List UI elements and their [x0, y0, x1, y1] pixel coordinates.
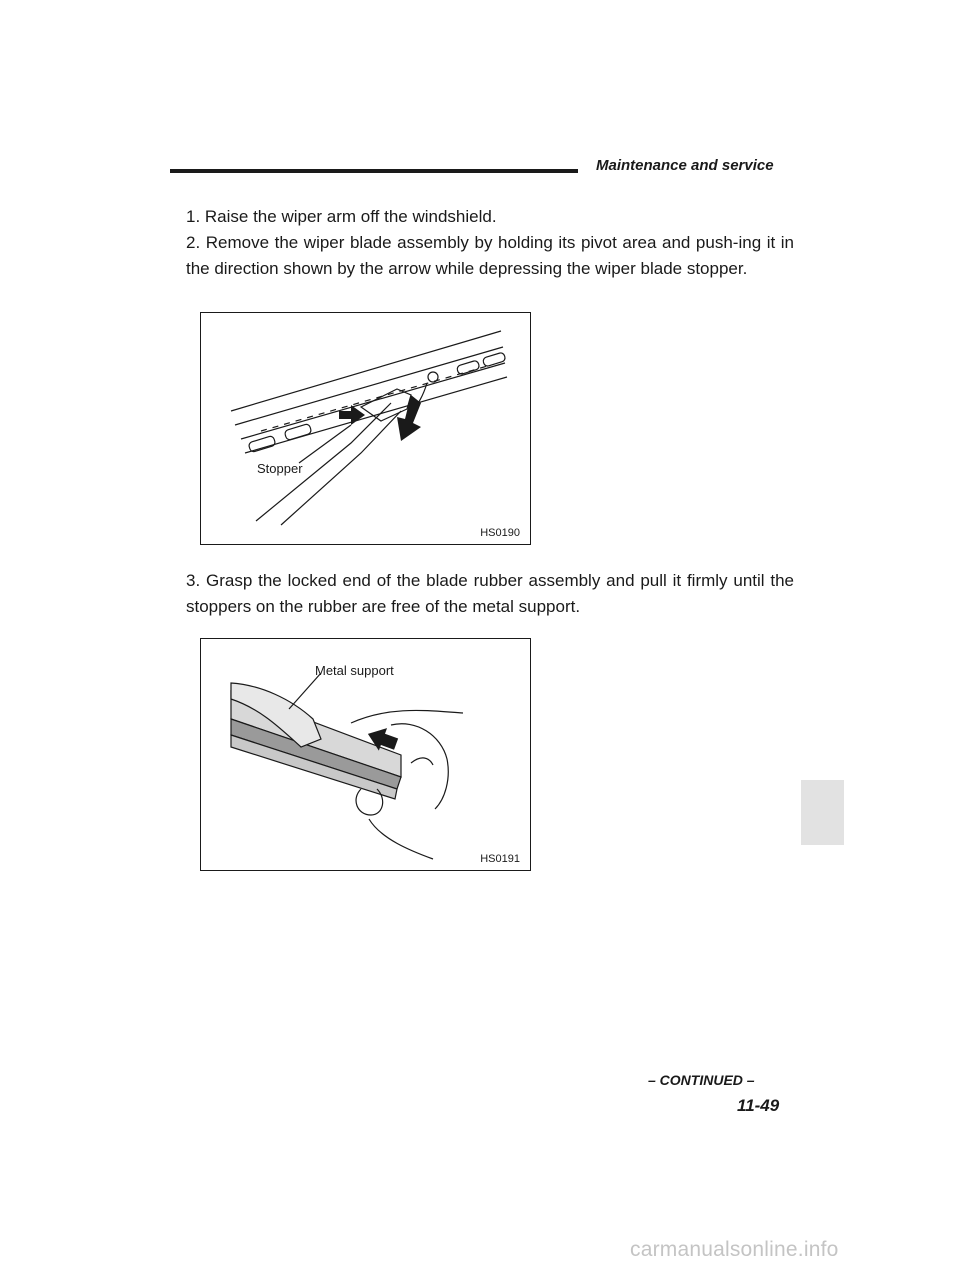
stopper-label: Stopper [257, 461, 303, 476]
section-title: Maintenance and service [596, 157, 774, 174]
watermark-text: carmanualsonline.info [630, 1238, 839, 1261]
page-number: 11-49 [737, 1096, 780, 1115]
step-3-text: 3. Grasp the locked end of the blade rubber assembly and pull it firmly until the stoppers on the rubber are free of the metal support. [186, 571, 794, 616]
header-rule [170, 169, 578, 173]
wiper-blade-illustration [201, 313, 531, 545]
figure-code: HS0190 [480, 527, 520, 539]
step-2-text: 2. Remove the wiper blade assembly by holding its pivot area and push-ing it in the direction shown by the arrow while depressing the wiper blade stopper. [186, 233, 794, 278]
chapter-tab [801, 780, 844, 845]
figure-wiper-blade-stopper [200, 312, 531, 545]
figure-blade-rubber [200, 638, 531, 871]
continued-label: – CONTINUED – [648, 1072, 755, 1088]
figure-code: HS0191 [480, 853, 520, 865]
metal-support-label: Metal support [315, 663, 394, 678]
step-1-text: 1. Raise the wiper arm off the windshield. [186, 207, 497, 226]
